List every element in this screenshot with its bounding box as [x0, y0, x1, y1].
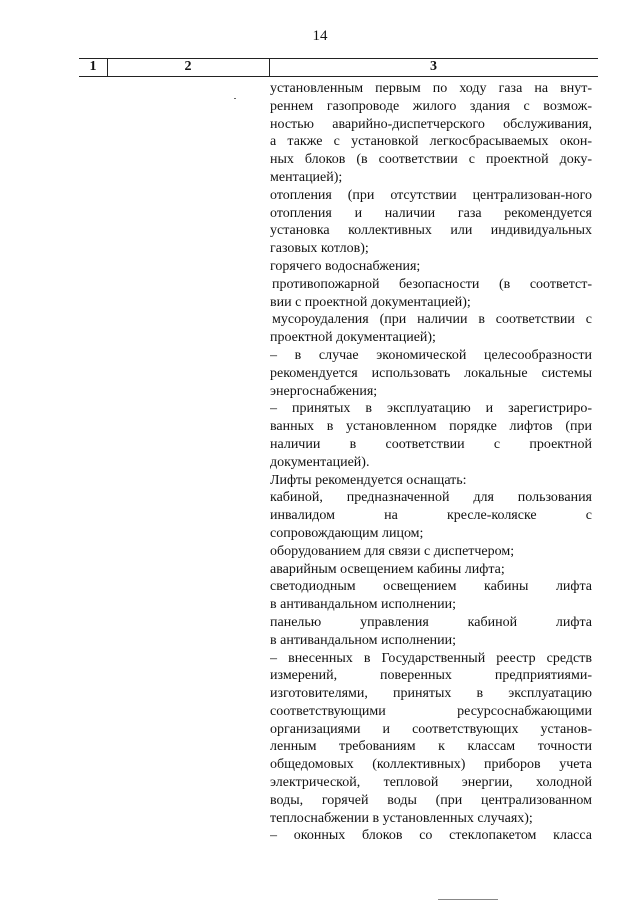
column-header-3: 3: [430, 59, 437, 74]
text-line: ванных в установленном порядке лифтов (при: [270, 419, 592, 435]
scan-artifact-bottom: [438, 899, 498, 900]
text-line: панелью управления кабиной лифта: [270, 614, 592, 630]
text-line: – внесенных в Государственный реестр средств: [270, 650, 592, 666]
column-header-1: 1: [89, 59, 97, 74]
text-line: аварийным освещением кабины лифта;: [270, 561, 505, 577]
text-line: отопления (при отсутствии централизован-ного: [270, 187, 592, 203]
text-line: теплоснабжении в установленных случаях);: [270, 810, 533, 826]
text-line: в антивандальном исполнении;: [270, 632, 457, 648]
text-line: установленным первым по ходу газа на внут-: [270, 81, 592, 96]
text-line: – принятых в эксплуатацию и зарегистриро-: [270, 401, 592, 417]
text-line: электрической, тепловой энергии, холодной: [270, 775, 592, 791]
scan-artifact: [234, 98, 236, 99]
text-line: газовых котлов);: [270, 241, 369, 257]
text-line: отопления и наличии газа рекомендуется: [270, 205, 592, 221]
text-line: соответствующими ресурсоснабжающими: [270, 703, 592, 719]
text-line: вии с проектной документацией);: [270, 294, 471, 310]
text-line: ленным требованиям к классам точности: [270, 739, 592, 755]
text-line: – оконных блоков со стеклопакетом класса: [270, 828, 592, 844]
text-line: кабиной, предназначенной для пользования: [270, 490, 592, 506]
text-line: измерений, поверенных предприятиями-: [270, 668, 592, 684]
text-line: ментацией);: [270, 169, 343, 185]
text-line: ностью аварийно-диспетчерского обслуживания,: [270, 116, 592, 132]
text-line: установка коллективных или индивидуальных: [270, 223, 592, 239]
text-line: противопожарной безопасности (в соответст-: [272, 276, 592, 292]
text-line: – в случае экономической целесообразности: [270, 347, 592, 363]
text-line: воды, горячей воды (при централизованном: [270, 792, 592, 808]
text-line: светодиодным освещением кабины лифта: [270, 579, 592, 595]
text-line: документацией).: [270, 454, 370, 470]
text-line: ных блоков (в соответствии с проектной доку-: [270, 152, 592, 168]
text-line: наличии в соответствии с проектной: [270, 436, 592, 452]
text-line: Лифты рекомендуется оснащать:: [270, 472, 467, 488]
text-line: организациями и соответствующих установ-: [270, 721, 592, 737]
text-line: сопровождающим лицом;: [270, 525, 424, 541]
page-number: 14: [312, 28, 328, 44]
column-3-text: [270, 80, 592, 845]
text-line: в антивандальном исполнении;: [270, 597, 457, 613]
text-line: а также с установкой легкосбрасываемых окон-: [270, 134, 592, 150]
column-header-2: 2: [184, 59, 192, 74]
text-line: инвалидом на кресле-коляске с: [270, 508, 592, 524]
text-line: рекомендуется использовать локальные системы: [270, 365, 592, 381]
text-line: мусороудаления (при наличии в соответствии с: [272, 312, 592, 328]
text-line: общедомовых (коллективных) приборов учета: [270, 757, 592, 773]
text-line: горячего водоснабжения;: [270, 258, 421, 274]
text-line: проектной документацией);: [270, 330, 436, 346]
text-line: реннем газопроводе жилого здания с возмож-: [270, 98, 592, 114]
text-line: изготовителями, принятых в эксплуатацию: [270, 686, 592, 702]
header-bottom-border: [79, 76, 598, 77]
text-line: оборудованием для связи с диспетчером;: [270, 543, 515, 559]
text-line: энергоснабжения;: [270, 383, 378, 399]
